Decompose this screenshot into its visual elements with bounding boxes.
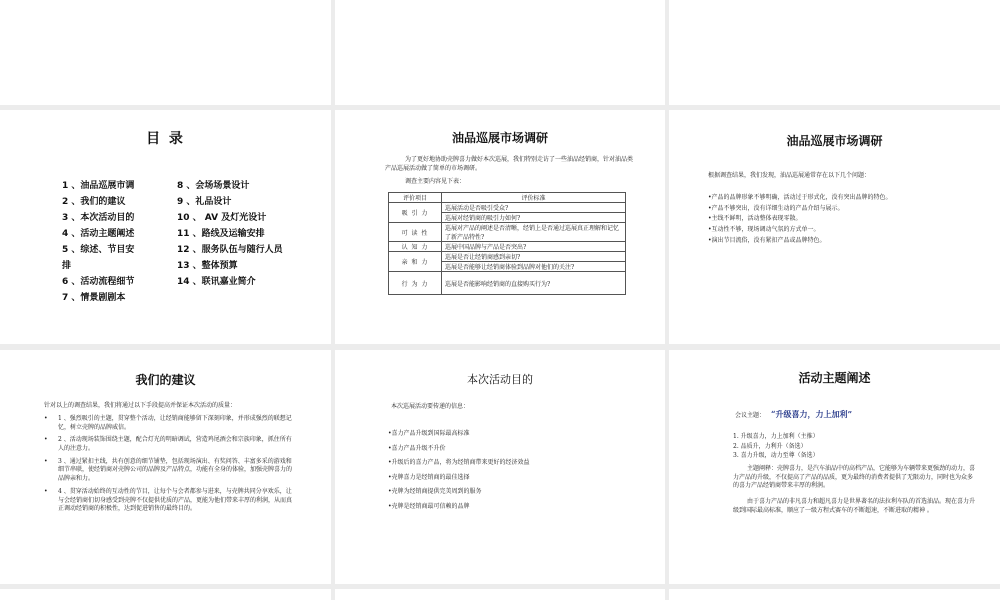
table-cell-category: 行 为 力 xyxy=(389,272,442,295)
slide-title: 活动主题阐述 xyxy=(798,371,871,385)
slide-toc[interactable] xyxy=(0,110,331,344)
advice-intro: 针对以上的调查结果，我们将通过以下手段提高并保证本次活动的质量： xyxy=(44,402,237,409)
toc-item: 12 、服务队伍与随行人员 xyxy=(177,245,283,255)
list-item: •互动性不够，现场调动气氛的方式单一。 xyxy=(708,226,820,234)
findings-list xyxy=(708,194,988,247)
toc-item: 3 、本次活动目的 xyxy=(62,213,135,223)
bullet-icon: • xyxy=(44,436,48,444)
top-slide-right xyxy=(669,0,1000,105)
survey-intro: 为了更好地协助壳牌喜力做好本次巡展，我们特别走访了一些油品经销商，针对油品类产品巡展活动做了简单的市场调研。 xyxy=(385,156,634,172)
bottom-slide-left xyxy=(0,589,331,600)
list-item-text: 3 、通过紧扣主线，共有创意的细节铺垫，包括现场演出、有奖问答、丰富多采的游戏和细节串联，使经销商对壳牌公司的品牌及产品特点，功能有全身的体验，加强壳牌喜力的品牌亲和力。 xyxy=(58,457,293,483)
table-cell-standard: 巡展对产品的阐述是否清晰，经销上是否通过巡展真正理解和记忆了新产品特性? xyxy=(442,223,626,242)
list-item: 3. 喜力升级，动力至尊（备选） xyxy=(733,452,819,460)
slogan-text: “升级喜力，力上加利” xyxy=(770,409,853,419)
slide-findings[interactable] xyxy=(669,110,1000,344)
table-cell-standard: 巡展是否能影响经销商的直接购买行为? xyxy=(442,272,626,295)
slide-survey[interactable] xyxy=(335,110,665,344)
list-item xyxy=(44,436,294,453)
list-item-text: 2 、活动现场装饰围绕主题，配合灯光的明暗调试，营造鸡尾酒会和宗族印象，抓住所有人的注意力。 xyxy=(58,436,292,453)
slide-title: 本次活动目的 xyxy=(467,373,533,386)
toc-left-list xyxy=(62,178,157,306)
toc-item: 4 、活动主题阐述 xyxy=(62,229,135,239)
table-cell-standard: 巡展中国品牌与产品是否突出? xyxy=(442,242,626,252)
list-item: •喜力产品升级不升价 xyxy=(388,444,446,452)
list-item: 2. 品质升，力利升（备选） xyxy=(733,442,807,450)
list-item-text: 1 、强烈吸引的主题，贯穿整个活动，让经销商能够留下深刻印象，并形成强烈的联想记忆，树立壳牌的品牌威信。 xyxy=(58,415,292,431)
toc-item: 6 、活动流程细节 xyxy=(62,277,135,287)
slide-title: 我们的建议 xyxy=(135,373,196,387)
list-item: •主线不鲜明，活动整体表现零散。 xyxy=(708,215,802,223)
bottom-slide-middle xyxy=(335,589,665,600)
slogan-label: 会议主题： xyxy=(735,412,766,419)
table-header-item: 评价项目 xyxy=(389,193,442,203)
toc-item: 9 、礼品设计 xyxy=(177,197,232,207)
toc-right-list xyxy=(177,178,327,290)
table-cell-standard: 巡展对经销商的吸引力如何? xyxy=(442,213,626,223)
table-row xyxy=(389,203,626,213)
bottom-slide-right xyxy=(669,589,1000,600)
bullet-icon: • xyxy=(44,457,48,465)
table-cell-standard: 巡展是否能够让经销商体验到品牌对他们的关注? xyxy=(442,262,626,272)
top-slide-left xyxy=(0,0,331,105)
list-item: •壳牌是经销商最可信赖的品牌 xyxy=(388,502,470,510)
purpose-intro: 本次巡展活动要传递的信息： xyxy=(391,403,470,410)
list-item xyxy=(44,415,294,432)
table-row xyxy=(389,252,626,262)
list-item xyxy=(44,458,294,484)
theme-paragraph-1: 主题阐释：壳牌喜力，是汽车油品中的高档产品，它能够为车辆带来更强劲的动力，喜力产品的升级，不仅提高了产品的品质，更为最终的消费者提供了无限动力，同时也为众多的喜力产品经销商带来丰厚的利润。 xyxy=(733,465,976,490)
theme-paragraph-2: 由于喜力产品的非凡喜力和超凡喜力是世界著名的法拉利车队的首选油品。现在喜力升级到国际最高标准，顺应了一级方程式赛车的不断超速，不断进取的精神 。 xyxy=(733,498,976,514)
slide-theme[interactable] xyxy=(669,350,1000,584)
table-cell-category: 吸 引 力 xyxy=(389,203,442,223)
table-cell-category: 认 知 力 xyxy=(389,242,442,252)
table-header-standard: 评价标准 xyxy=(442,193,626,203)
list-item xyxy=(44,488,294,514)
toc-item: 8 、会场场景设计 xyxy=(177,181,250,191)
top-slide-middle xyxy=(335,0,665,105)
toc-item: 14 、联讯嘉业简介 xyxy=(177,277,256,287)
findings-intro: 根据调查结果，我们发现，油品巡展通常存在以下几个问题： xyxy=(708,172,871,179)
table-cell-standard: 巡展活动是否吸引受众? xyxy=(442,203,626,213)
theme-slogan-row xyxy=(735,409,852,421)
list-item: •产品不够突出，没有详细生动的产品介绍与展示。 xyxy=(708,204,844,212)
evaluation-table xyxy=(388,192,626,295)
table-row xyxy=(389,242,626,252)
purpose-list xyxy=(388,428,628,516)
bullet-icon: • xyxy=(44,415,48,422)
bullet-icon: • xyxy=(44,487,48,495)
toc-item: 11 、路线及运输安排 xyxy=(177,229,265,239)
list-item: •喜力产品升级到国际最高标准 xyxy=(388,430,470,437)
slide-title: 油品巡展市场调研 xyxy=(786,134,883,148)
slide-title: 油品巡展市场调研 xyxy=(451,131,548,145)
slide-title: 目 录 xyxy=(146,131,185,147)
advice-list xyxy=(44,415,294,518)
toc-item: 2 、我们的建议 xyxy=(62,197,126,207)
list-item: •产品的品牌形象不够明确，活动过于形式化，没有突出品牌的特色。 xyxy=(708,194,892,201)
slide-advice[interactable] xyxy=(0,350,331,584)
table-row xyxy=(389,272,626,295)
table-row xyxy=(389,223,626,242)
toc-item: 13 、整体预算 xyxy=(177,261,238,271)
toc-item: 5 、综述、节目安 排 xyxy=(62,245,135,271)
survey-subheading: 调查主要内容见下表： xyxy=(405,178,466,185)
list-item: •升级后的喜力产品，将为经销商带来更好的经济效益 xyxy=(388,459,530,467)
toc-item: 1 、油品巡展市调 xyxy=(62,181,135,191)
list-item-text: 4 、贯穿活动始终的互动性的节目，让每个与会者都参与进来，与壳牌共同分享欢乐，让与会经销商们切身感受到壳牌不仅提供优质的产品，更能为他们带来丰厚的利润，从而真正调动经销商的积极性，达到促进销售的最终目的。 xyxy=(58,487,293,513)
slide-purpose[interactable] xyxy=(335,350,665,584)
list-item: •演出节目流俗，没有紧扣产品或品牌特色。 xyxy=(708,236,826,244)
table-header-row xyxy=(389,193,626,203)
table-cell-standard: 巡展是否让经销商感到亲切? xyxy=(442,252,626,262)
toc-item: 10 、 AV 及灯光设计 xyxy=(177,213,267,223)
list-item: •壳牌喜力是经销商的最佳选择 xyxy=(388,473,470,481)
theme-list xyxy=(733,432,933,461)
table-cell-category: 亲 和 力 xyxy=(389,252,442,272)
table-cell-category: 可 读 性 xyxy=(389,223,442,242)
list-item: •壳牌为经销商提供完美周到的服务 xyxy=(388,488,482,496)
list-item: 1. 升级喜力，力上加利（主推） xyxy=(733,433,819,440)
toc-item: 7 、情景剧剧本 xyxy=(62,293,126,303)
